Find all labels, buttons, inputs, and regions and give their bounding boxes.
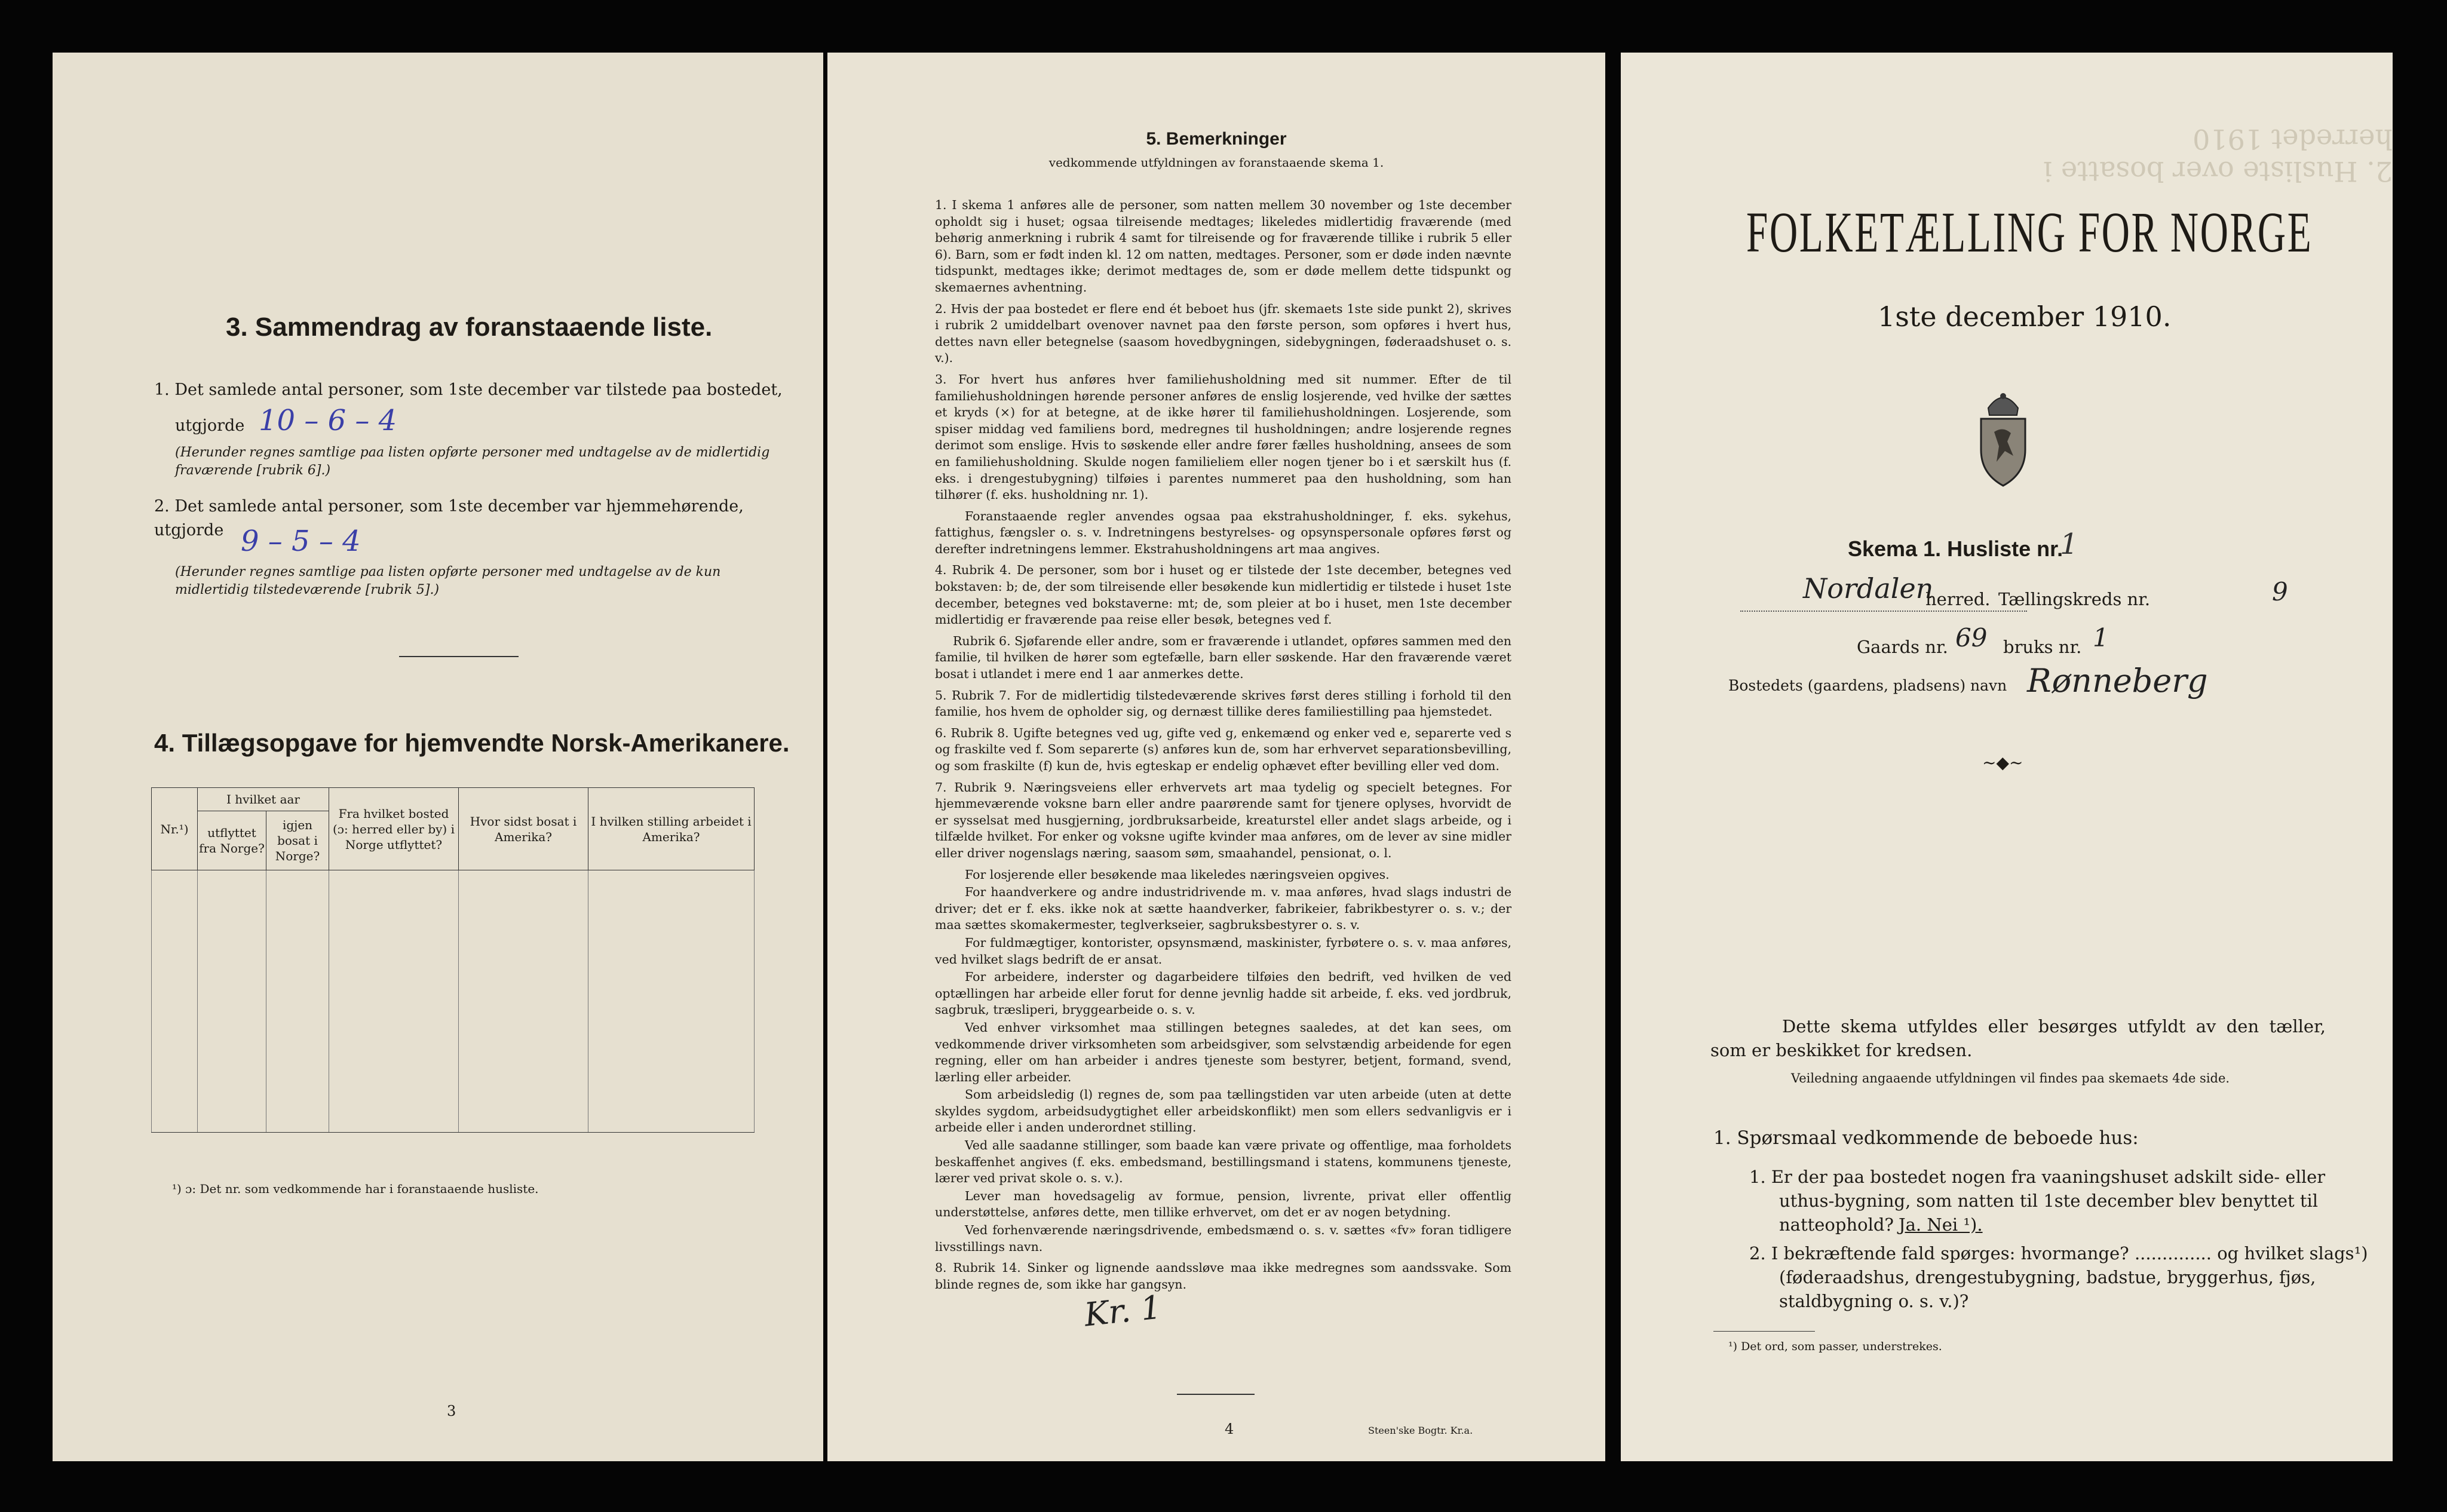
remark-3: 3. For hvert hus anføres hver familiehusholdning med sit nummer. Efter de til familiehusholdningen hørende personer anføres de enslig losjerende, ved hvilke der sættes et kryds (×) for at betegne, at de ikke hører til familiehusholdningen. Losjerende, som spiser middag ved familiens bord, medregnes til husholdningen; andre losjerende regnes derimot som enslige. Hvis to søskende eller andre fører fælles husholdning, ansees de som en familiehusholdning. Skulde nogen familieliem eller nogen tjener bo i et særskilt hus (f. eks. i drengestubygning) tilføies i parentes nummeret paa den husholdning, som han tilhører (f. eks. husholdning nr. 1). [935, 372, 1511, 502]
item1-prefix: utgjorde [175, 416, 245, 435]
remark-2: 2. Hvis der paa bostedet er flere end ét beboet hus (jfr. skemaets 1ste side punkt 2), skrives i rubrik 2 umiddelbart ovenover navnet paa den første person, som opføres i hvert hus, dettes navn eller betegnelse (saasom hovedbygningen, sidebygningen, føderaadshuset o. s. v.). [935, 301, 1511, 366]
coat-of-arms-icon [1970, 384, 2036, 492]
page-number-4: 4 [1225, 1421, 1234, 1437]
schema-label: Skema 1. Husliste nr. [1848, 536, 2063, 561]
table-row [152, 931, 755, 992]
divider [1713, 1331, 1815, 1332]
remark-4: 4. Rubrik 4. De personer, som bor i huset og er tilstede der 1ste december, betegnes ved bokstaven: b; de, der som tilreisende eller besøkende kun midlertidig er tilstede i huset 1ste december, betegnes ved bokstaverne: mt; de, som pleier at bo i huset, men 1ste december midlertidig er fraværende paa reise eller besøk, betegnes ved f. [935, 563, 1511, 627]
question-1: 1. Er der paa bostedet nogen fra vaaningshuset adskilt side- eller uthus-bygning, som natten til 1ste december blev benyttet til natteophold? [1749, 1167, 2326, 1235]
table-row [152, 870, 755, 932]
right-footnote: ¹) Det ord, som passer, understrekes. [1728, 1340, 1942, 1353]
item2-handwritten-count: 9 – 5 – 4 [241, 525, 361, 558]
section4-title: 4. Tillægsopgave for hjemvendte Norsk-Amerikanere. [154, 729, 790, 757]
item2-text: 2. Det samlede antal personer, som 1ste december var hjemmehørende, utgjorde [154, 497, 744, 539]
remark-6: 6. Rubrik 8. Ugifte betegnes ved ug, gifte ved g, enkemænd og enker ved e, separerte ved s og fraskilte ved f. Som separerte (s) anføres kun de, som har erhvervet separationsbevilling, og som fraskilte (f) kun de, hvis egteskap er endelig ophævet efter bevilling eller ved dom. [935, 725, 1511, 773]
remarks-title: 5. Bemerkninger [1146, 129, 1287, 149]
remark-7: 7. Rubrik 9. Næringsveiens eller erhvervets art maa tydelig og specielt betegnes. For hjemmeværende voksne barn eller andre paarørende samt for tjenere oplyses, hvorvidt de er sysselsat med husgjerning, jordbruksarbeide, kreaturstel eller andet slags arbeide, og i tilfælde hvilket. For enker og voksne ugifte kvinder maa anføres, om de lever av sine midler eller driver nogenslags næring, saasom søm, smaahandel, pensionat, o. l. [935, 780, 1511, 860]
remark-8: 8. Rubrik 14. Sinker og lignende aandssløve maa ikke medregnes som aandssvake. Som blinde regnes de, som ikke har gangsyn. [935, 1260, 1511, 1292]
col-bosat: igjen bosat i Norge? [266, 811, 329, 870]
item1-note: (Herunder regnes samtlige paa listen opførte personer med undtagelse av de midlertidig fraværende [rubrik 6].) [175, 445, 770, 478]
remark-5: 5. Rubrik 7. For de midlertidig tilstedeværende skrives først deres stilling i forhold til den familie, hos hvem de opholder sig, og dernæst tillike deres familiestilling paa hjemstedet. [935, 688, 1511, 719]
col-bosted: Fra hvilket bosted (ɔ: herred eller by) i Norge utflyttet? [329, 788, 459, 870]
remark-7i: Lever man hovedsagelig av formue, pension, livrente, privat eller offentlig understøttelse, anføres dette, men tillike erhvervet, om det er av nogen betydning. [935, 1188, 1511, 1220]
remark-7f: Ved enhver virksomhet maa stillingen betegnes saaledes, at det kan sees, om vedkommende driver virksomheten som arbeidsgiver, som selvstændig arbeidende for egen regning, eller om han arbeider i andres tjeneste som bestyrer, betjent, formand, svend, lærling eller arbeider. [935, 1020, 1511, 1084]
remark-7j: Ved forhenværende næringsdrivende, embedsmænd o. s. v. sættes «fv» foran tidligere livsstillings navn. [935, 1223, 1511, 1254]
col-stilling: I hvilken stilling arbeidet i Amerika? [588, 788, 755, 870]
ornament: ~◆~ [1982, 753, 2023, 772]
remark-7d: For fuldmægtiger, kontorister, opsynsmænd, maskinister, fyrbøtere o. s. v. maa anføres, ved hvilket slags bedrift de er ansat. [935, 935, 1511, 967]
table-footnote: ¹) ɔ: Det nr. som vedkommende har i foranstaaende husliste. [172, 1182, 539, 1196]
col-aar-group: I hvilket aar [198, 788, 329, 811]
handwritten-mark: Kr. 1 [1083, 1288, 1163, 1334]
remark-7h: Ved alle saadanne stillinger, som baade kan være private og offentlige, maa forholdets beskaffenhet angives (f. eks. embedsmand, bestillingsmand i statens, kommunens tjeneste, lærer ved privat skole o. s. v.). [935, 1138, 1511, 1186]
remark-7b: For losjerende eller besøkende maa likeledes næringsveien opgives. [965, 867, 1390, 882]
divider [1177, 1394, 1255, 1395]
census-date: 1ste december 1910. [1878, 300, 2172, 333]
husliste-number: 1 [2060, 527, 2078, 561]
table-row [152, 992, 755, 1053]
remarks-list [935, 197, 1511, 1298]
left-page [53, 53, 823, 1461]
right-page [1621, 53, 2393, 1461]
remark-4b: Rubrik 6. Sjøfarende eller andre, som er fraværende i utlandet, opføres sammen med den familie, til hvilken de hører som egtefælle, barn eller søskende. Har den fraværende været bosat i utlandet i mere end 1 aar anmerkes dette. [935, 633, 1511, 682]
question-1-answer: Ja. Nei ¹). [1899, 1214, 1983, 1235]
remark-3b: Foranstaaende regler anvendes ogsaa paa ekstrahusholdninger, f. eks. sykehus, fattighus, fængsler o. s. v. Indretningens bestyrelses- og opsynspersonale opføres først og derefter indretningens lemmer. Ekstrahusholdningens art maa angives. [935, 508, 1511, 556]
bosted-label: Bostedets (gaardens, pladsens) navn [1728, 677, 2007, 694]
remarks-subtitle: vedkommende utfyldningen av foranstaaende skema 1. [1048, 155, 1384, 170]
remark-7c: For haandverkere og andre industridrivende m. v. maa anføres, hvad slags industri de driver; det er f. eks. ikke nok at sætte haandverker, fabrikeier, fabrikbestyrer o. s. v.; der maa sættes skomakermester, teglverkseier, sagbruksbestyrer o. s. v. [935, 885, 1511, 933]
bruks-label: bruks nr. [2003, 637, 2082, 657]
col-nr: Nr.¹) [152, 788, 198, 870]
gaards-label: Gaards nr. [1857, 637, 1948, 657]
col-sidst-bosat: Hvor sidst bosat i Amerika? [459, 788, 588, 870]
veiledning-text: Veiledning angaaende utfyldningen vil findes paa skemaets 4de side. [1791, 1071, 2230, 1085]
herred-value: Nordalen [1803, 572, 1934, 605]
bosted-value: Rønneberg [2027, 662, 2208, 700]
kreds-value: 9 [2272, 577, 2288, 606]
kreds-label: Tællingskreds nr. [1998, 589, 2151, 609]
printer-imprint: Steen'ske Bogtr. Kr.a. [1368, 1425, 1473, 1436]
gaards-value: 69 [1955, 623, 1988, 652]
remark-7g: Som arbeidsledig (l) regnes de, som paa tællingstiden var uten arbeide (uten at dette skyldes sygdom, arbeidsudygtighet eller arbeidskonflikt) men som ellers sedvanligvis er i arbeide eller i anden underordnet stilling. [935, 1087, 1511, 1135]
herred-label: herred. [1925, 589, 1991, 609]
section3-title: 3. Sammendrag av foranstaaende liste. [226, 312, 713, 342]
form-title: FOLKETÆLLING FOR NORGE [1746, 200, 2313, 264]
remark-7e: For arbeidere, inderster og dagarbeidere tilføies den bedrift, ved hvilken de ved optællingen har arbeide eller forut for denne jevnlig hadde sit arbeide, f. eks. ved jordbruk, sagbruk, træsliperi, bryggearbeide o. s. v. [935, 970, 1511, 1017]
item1-handwritten-count: 10 – 6 – 4 [259, 404, 397, 437]
faint-show-through: 2. Husliste over bosatte i herredet 1910 [2043, 123, 2393, 188]
item1-text: 1. Det samlede antal personer, som 1ste december var tilstede paa bostedet, [154, 381, 783, 399]
question-2: 2. I bekræftende fald spørges: hvormange? .............. og hvilket slags¹) (føderaadshus, drengestubygning, badstue, bryggerhus, fjøs, staldbygning o. s. v.)? [1749, 1243, 2368, 1311]
bruks-value: 1 [2093, 623, 2109, 652]
remark-1: 1. I skema 1 anføres alle de personer, som natten mellem 30 november og 1ste december opholdt sig i huset; ogsaa tilreisende medtages; likeledes midlertidig fraværende (med behørig anmerkning i rubrik 4 samt for tilreisende og for fraværende tillike i rubrik 5 eller 6). Barn, som er født inden kl. 12 om natten, medtages. Personer, som er døde inden nævnte tidspunkt, medtages ikke; derimot medtages de, som er døde mellem dette tidspunkt og skemaernes avhentning. [935, 198, 1511, 295]
item2-note: (Herunder regnes samtlige paa listen opførte personer med undtagelse av de kun midlertidig tilstedeværende [rubrik 5].) [175, 565, 721, 597]
intro-text: Dette skema utfyldes eller besørges utfyldt av den tæller, som er beskikket for kredsen. [1710, 1016, 2326, 1060]
question-heading: 1. Spørsmaal vedkommende de beboede hus: [1713, 1127, 2139, 1149]
page-number-3: 3 [447, 1403, 456, 1419]
col-utflyttet: utflyttet fra Norge? [198, 811, 266, 870]
middle-page [827, 53, 1605, 1461]
divider [399, 656, 519, 657]
table-row [152, 1053, 755, 1133]
norsk-amerikanere-table [151, 787, 755, 1133]
